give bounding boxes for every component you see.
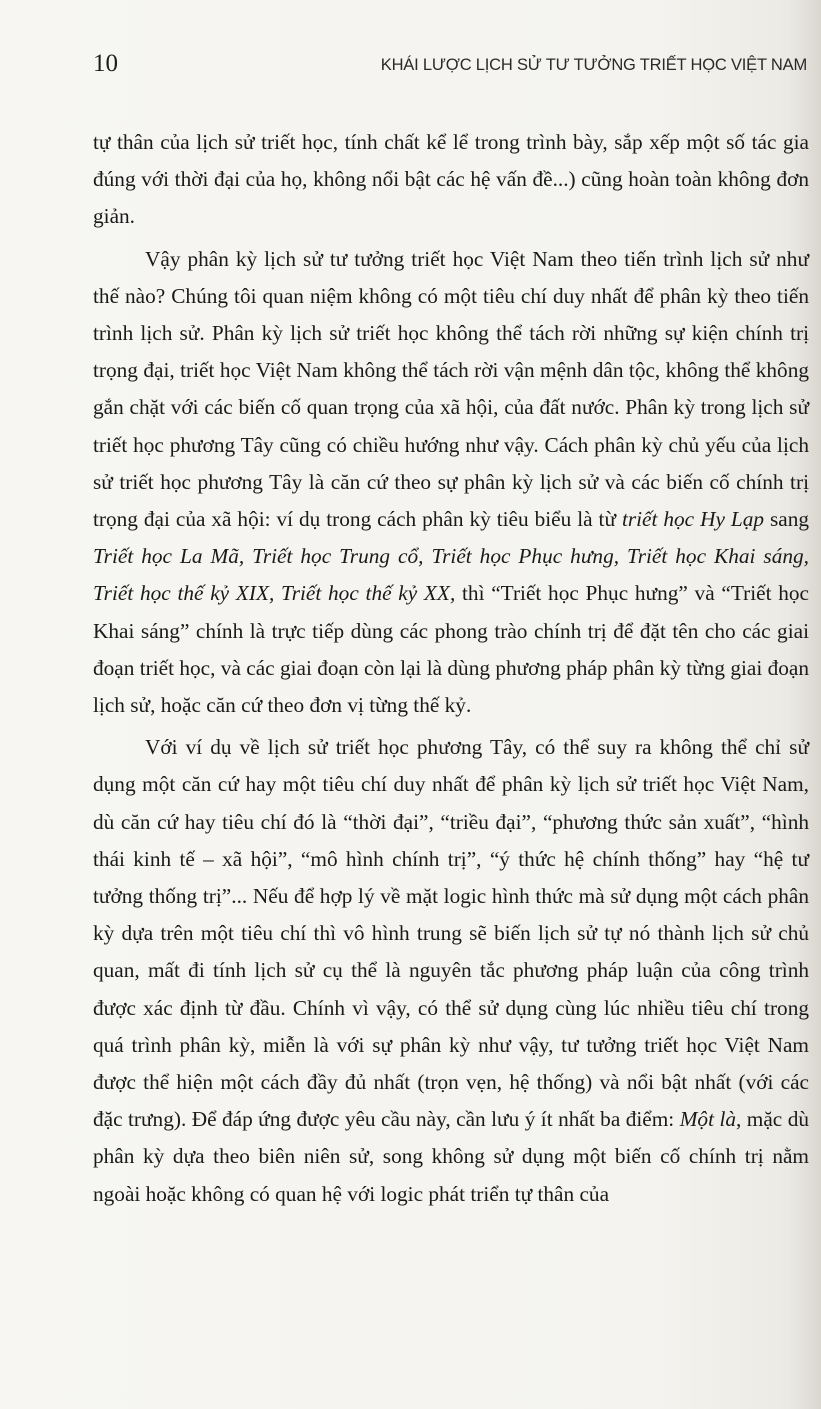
paragraph-2 (93, 241, 809, 725)
italic-term: Triết học La Mã, Triết học Trung cổ, Triết học Phục hưng, Triết học Khai sáng, Triết học thế kỷ XIX, Triết học thế kỷ XX, (93, 544, 809, 606)
page-number: 10 (93, 50, 118, 77)
text-segment: , mặc dù phân kỳ dựa theo biên niên sử, song không sử dụng một biến cố chính trị nằm ngoài hoặc không có quan hệ với logic phát triển tự thân của (93, 1107, 809, 1206)
italic-term: triết học Hy Lạp (621, 507, 764, 532)
page-header (93, 50, 807, 86)
text-segment: Với ví dụ về lịch sử triết học phương Tây, có thể suy ra không thể chỉ sử dụng một căn cứ hay một tiêu chí duy nhất để phân kỳ lịch sử triết học Việt Nam, dù căn cứ hay tiêu chí đó là “thời đại”, “triều đại”, “phương thức sản xuất”, “hình thái kinh tế – xã hội”, “mô hình chính trị”, “ý thức hệ chính thống” hay “hệ tư tưởng thống trị”... Nếu để hợp lý về mặt logic hình thức mà sử dụng một cách phân kỳ dựa trên một tiêu chí thì vô hình trung sẽ biến lịch sử tự nó thành lịch sử chủ quan, mất đi tính lịch sử cụ thể là nguyên tắc phương pháp luận của công trình được xác định từ đầu. Chính vì vậy, có thể sử dụng cùng lúc nhiều tiêu chí trong quá trình phân kỳ, miễn là với sự phân kỳ như vậy, tư tưởng triết học Việt Nam được thể hiện một cách đầy đủ nhất (trọn vẹn, hệ thống) và nổi bật nhất (với các đặc trưng). Để đáp ứng được yêu cầu này, cần lưu ý ít nhất ba điểm: (93, 735, 809, 1132)
text-segment: thì “Triết học Phục hưng” và “Triết học Khai sáng” chính là trực tiếp dùng các phong trào chính trị để đặt tên cho các giai đoạn triết học, và các giai đoạn còn lại là dùng phương pháp phân kỳ từng giai đoạn lịch sử, hoặc căn cứ theo đơn vị từng thế kỷ. (93, 581, 809, 718)
italic-term: Một là (679, 1107, 737, 1132)
text-segment: sang (764, 507, 809, 532)
paragraph-1 (93, 124, 809, 236)
running-title: KHÁI LƯỢC LỊCH SỬ TƯ TƯỞNG TRIẾT HỌC VIỆT NAM (380, 56, 807, 74)
paragraph-3 (93, 729, 809, 1213)
text-segment: tự thân của lịch sử triết học, tính chất kể lể trong trình bày, sắp xếp một số tác gia đúng với thời đại của họ, không nổi bật các hệ vấn đề...) cũng hoàn toàn không đơn giản. (93, 130, 809, 229)
body-text (93, 124, 809, 1213)
text-segment: Vậy phân kỳ lịch sử tư tưởng triết học Việt Nam theo tiến trình lịch sử như thế nào? Chúng tôi quan niệm không có một tiêu chí duy nhất để phân kỳ theo tiến trình lịch sử. Phân kỳ lịch sử triết học không thể tách rời những sự kiện chính trị trọng đại, triết học Việt Nam không thể tách rời vận mệnh dân tộc, không thể không gắn chặt với các biến cố quan trọng của xã hội, của đất nước. Phân kỳ trong lịch sử triết học phương Tây cũng có chiều hướng như vậy. Cách phân kỳ chủ yếu của lịch sử triết học phương Tây là căn cứ theo sự phân kỳ lịch sử và các biến cố chính trị trọng đại của xã hội: ví dụ trong cách phân kỳ tiêu biểu là từ (93, 246, 809, 532)
